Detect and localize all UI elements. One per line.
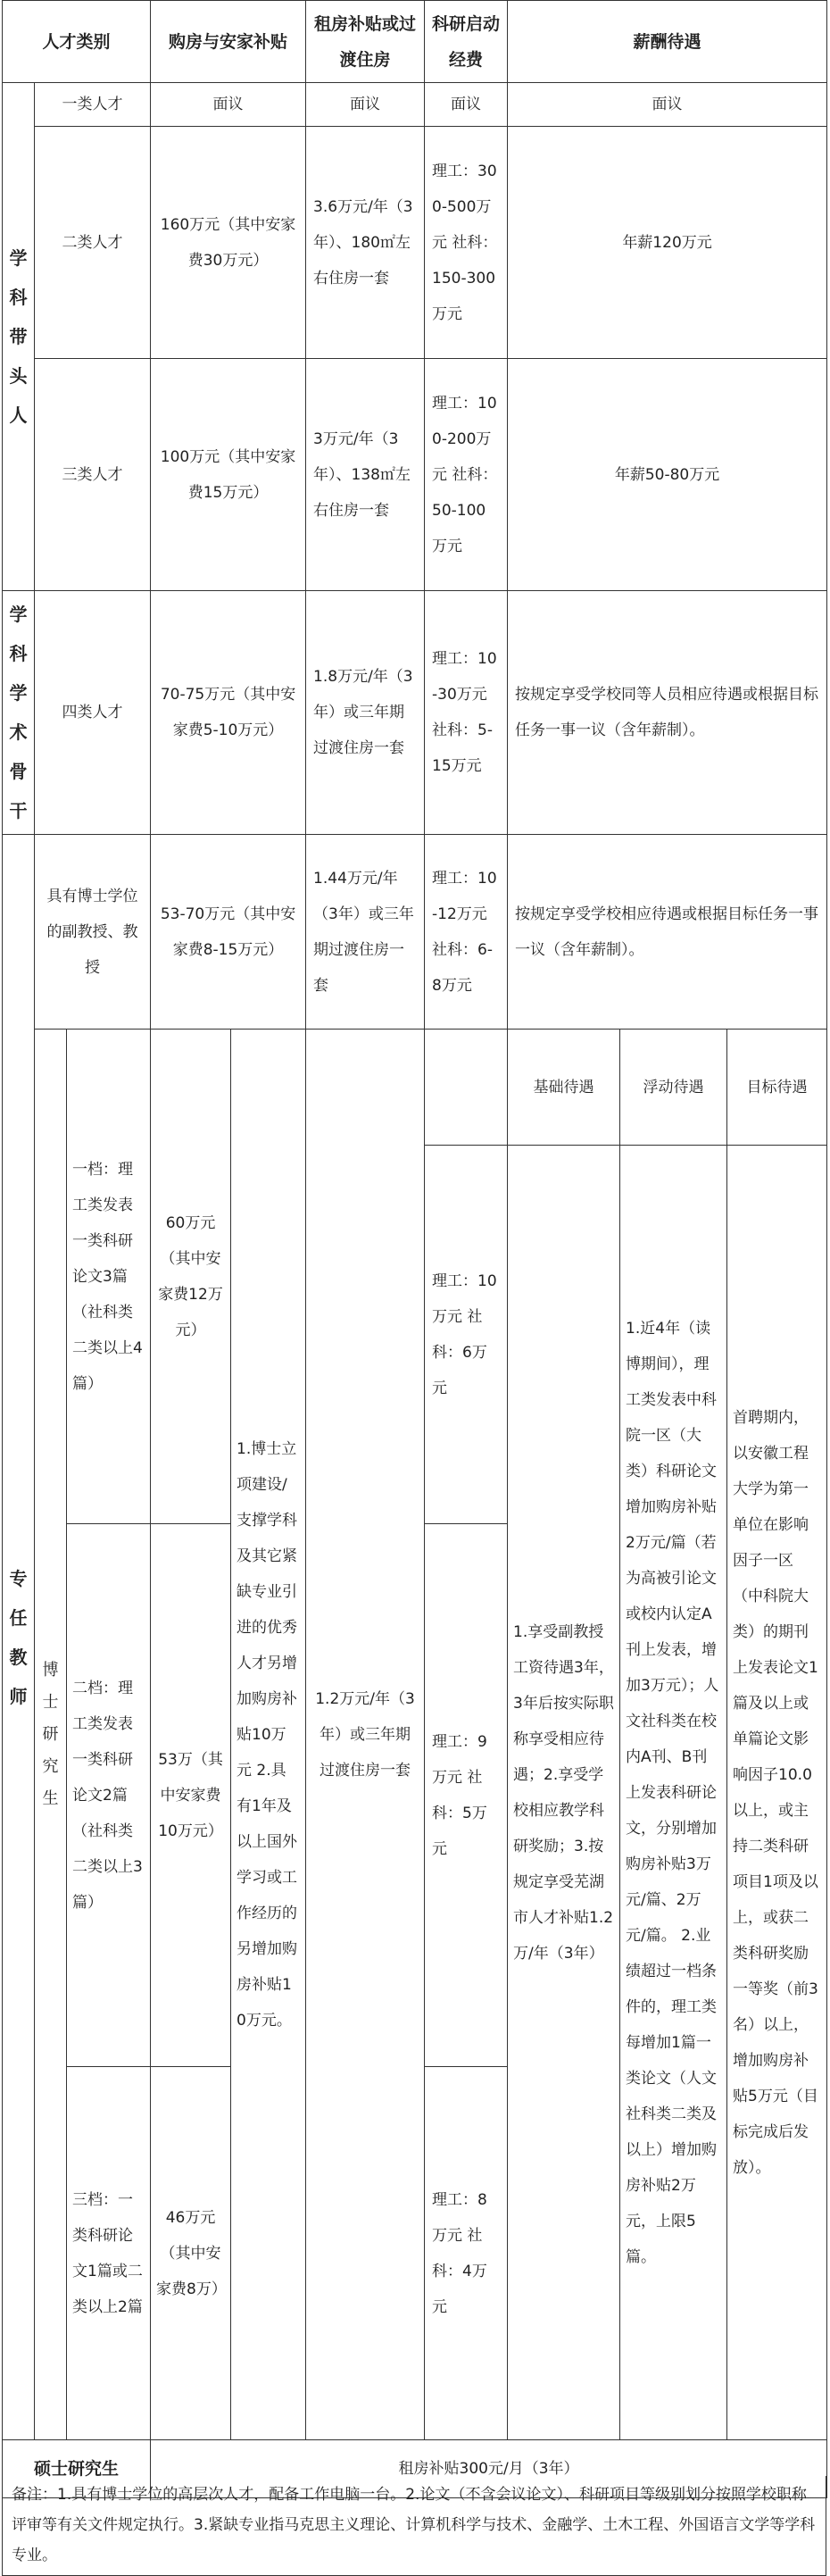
class4-name: 四类人才 (35, 591, 151, 835)
row-class4 (3, 591, 827, 835)
phd-subheader-float: 浮动待遇 (620, 1030, 727, 1146)
class1-research: 面议 (425, 83, 508, 127)
phd-tier2-housing: 53万（其中安家费10万元） (151, 1524, 231, 2067)
phd-tier3-name: 三档：一类科研论文1篇或二类以上2篇 (67, 2067, 151, 2440)
row-phd-subheader (3, 1030, 827, 1146)
phd-subheader-target: 目标待遇 (727, 1030, 827, 1146)
group-master: 硕士研究生 (3, 2440, 151, 2498)
class4-research: 理工：10-30万元 社科：5-15万元 (425, 591, 508, 835)
header-rent: 租房补贴或过渡住房 (306, 1, 425, 83)
phd-subheader-base: 基础待遇 (508, 1030, 620, 1146)
class2-research: 理工：300-500万元 社科：150-300万元 (425, 127, 508, 359)
group-backbone: 学科学术骨干 (3, 591, 35, 835)
phd-tier1-research: 理工：10万元 社科：6万元 (425, 1146, 508, 1524)
row-class1 (3, 83, 827, 127)
assoc-name: 具有博士学位的副教授、教授 (35, 835, 151, 1030)
assoc-research: 理工：10-12万元 社科：6-8万元 (425, 835, 508, 1030)
class4-salary: 按规定享受学校同等人员相应待遇或根据目标任务一事一议（含年薪制）。 (508, 591, 827, 835)
assoc-salary: 按规定享受学校相应待遇或根据目标任务一事一议（含年薪制）。 (508, 835, 827, 1030)
class4-housing: 70-75万元（其中安家费5-10万元） (151, 591, 306, 835)
group-phd: 博士研究生 (35, 1030, 67, 2440)
class1-housing: 面议 (151, 83, 306, 127)
class3-rent: 3万元/年（3年）、138㎡左右住房一套 (306, 359, 425, 591)
header-row (3, 1, 827, 83)
header-research: 科研启动经费 (425, 1, 508, 83)
talent-policy-table (2, 0, 827, 2498)
row-class3 (3, 359, 827, 591)
note: 备注：1.具有博士学位的高层次人才，配备工作电脑一台。2.论文（不含会议论文）、科研项目等级别划分按照学校职称评审等有关文件规定执行。3.紧缺专业指马克思主义理论、计算机科学与技术、金融学、土木工程、外国语言文学等学科专业。 (2, 2476, 826, 2576)
phd-target: 首聘期内，以安徽工程大学为第一单位在影响因子一区（中科院大类）的期刊上发表论文1篇及以上或单篇论文影响因子10.0以上，或主持二类科研项目1项及以上，或获二类科研奖励一等奖（前3名）以上，增加购房补贴5万元（目标完成后发放）。 (727, 1146, 827, 2440)
class3-salary: 年薪50-80万元 (508, 359, 827, 591)
phd-float: 1.近4年（读博期间），理工类发表中科院一区（大类）科研论文增加购房补贴2万元/篇（若为高被引论文或校内认定A刊上发表，增加3万元）；人文社科类在校内A刊、B刊上发表科研论文，分别增加购房补贴3万元/篇、2万元/篇。 2.业绩超过一档条件的，理工类每增加1篇一类论文（人文社科类二类及以上）增加购房补贴2万元，上限5篇。 (620, 1146, 727, 2440)
phd-tier3-research: 理工：8万元 社科：4万元 (425, 2067, 508, 2440)
header-category: 人才类别 (3, 1, 151, 83)
header-salary: 薪酬待遇 (508, 1, 827, 83)
class3-name: 三类人才 (35, 359, 151, 591)
class2-name: 二类人才 (35, 127, 151, 359)
row-class2 (3, 127, 827, 359)
class2-salary: 年薪120万元 (508, 127, 827, 359)
class3-research: 理工：100-200万元 社科：50-100万元 (425, 359, 508, 591)
phd-research-blank (425, 1030, 508, 1146)
assoc-rent: 1.44万元/年（3年）或三年期过渡住房一套 (306, 835, 425, 1030)
class1-salary: 面议 (508, 83, 827, 127)
class2-rent: 3.6万元/年（3年）、180㎡左右住房一套 (306, 127, 425, 359)
group-leader: 学科带头人 (3, 83, 35, 591)
phd-base: 1.享受副教授工资待遇3年，3年后按实际职称享受相应待遇；2.享受学校相应教学科研奖励；3.按规定享受芜湖市人才补贴1.2万/年（3年） (508, 1146, 620, 2440)
phd-extra-housing: 1.博士立项建设/支撑学科及其它紧缺专业引进的优秀人才另增加购房补贴10万元 2.具有1年及以上国外学习或工作经历的另增加购房补贴10万元。 (231, 1030, 306, 2440)
class4-rent: 1.8万元/年（3年）或三年期过渡住房一套 (306, 591, 425, 835)
class1-name: 一类人才 (35, 83, 151, 127)
header-housing: 购房与安家补贴 (151, 1, 306, 83)
phd-tier3-housing: 46万元（其中安家费8万） (151, 2067, 231, 2440)
class2-housing: 160万元（其中安家费30万元） (151, 127, 306, 359)
assoc-housing: 53-70万元（其中安家费8-15万元） (151, 835, 306, 1030)
master-rent: 租房补贴300元/月（3年） (151, 2440, 827, 2498)
phd-rent: 1.2万元/年（3年）或三年期过渡住房一套 (306, 1030, 425, 2440)
class1-rent: 面议 (306, 83, 425, 127)
phd-tier2-research: 理工：9万元 社科：5万元 (425, 1524, 508, 2067)
phd-tier1-housing: 60万元（其中安家费12万元） (151, 1030, 231, 1524)
class3-housing: 100万元（其中安家费15万元） (151, 359, 306, 591)
group-teacher: 专任教师 (3, 835, 35, 2440)
phd-tier1-name: 一档：理工类发表一类科研论文3篇（社科类二类以上4篇） (67, 1030, 151, 1524)
row-assoc (3, 835, 827, 1030)
phd-tier2-name: 二档：理工类发表一类科研论文2篇（社科类二类以上3篇） (67, 1524, 151, 2067)
